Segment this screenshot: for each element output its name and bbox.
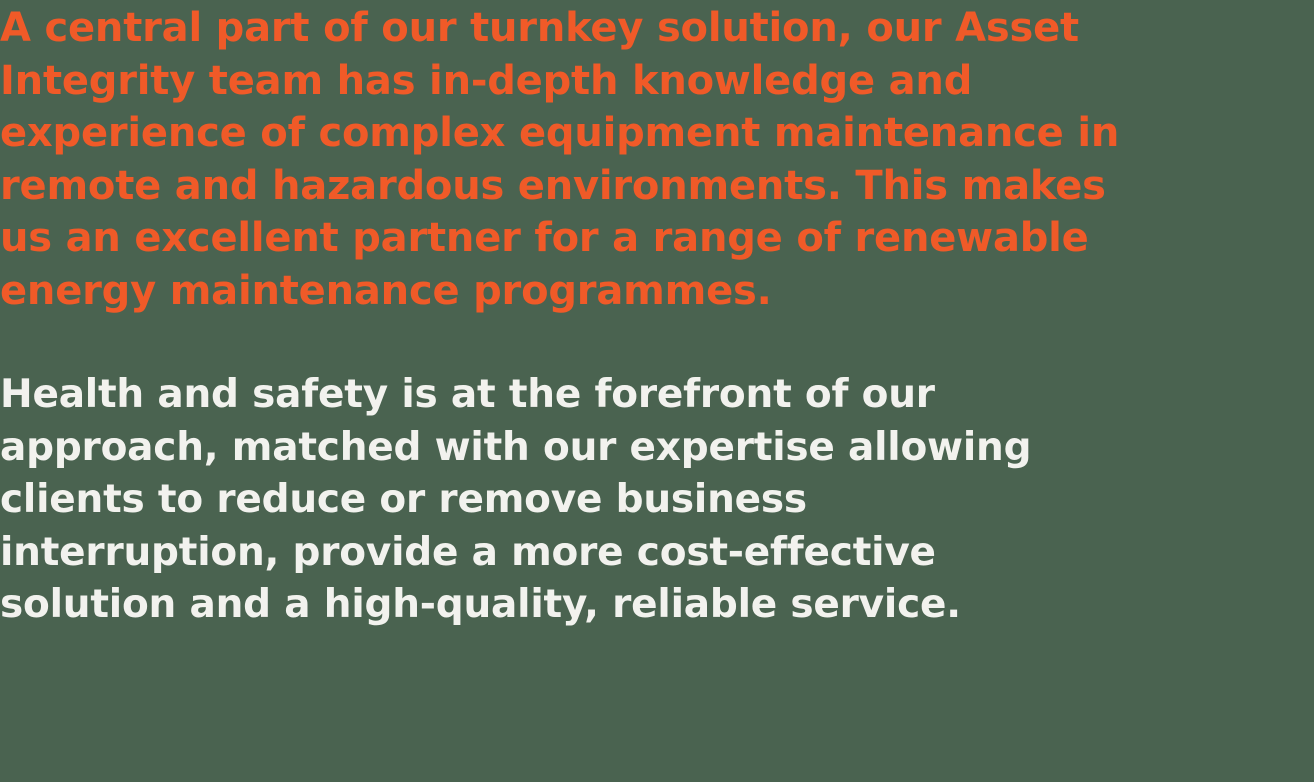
- paragraph-block-intro: [0, 0, 1314, 317]
- paragraph-spacer: [0, 317, 1314, 369]
- paragraph-intro: A central part of our turnkey solution, our Asset Integrity team has in-depth knowledge and experience of complex equipment maintenance in remote and hazardous environments. This makes us an excellent partner for a range of renewable energy maintenance programmes.: [0, 5, 1120, 314]
- paragraph-health-safety: Health and safety is at the forefront of our approach, matched with our expertise allowing clients to reduce or remove business interruption, provide a more cost-effective solution and a high-quality, reliable service.: [0, 372, 1032, 627]
- paragraph-block-health-safety: [0, 369, 1314, 632]
